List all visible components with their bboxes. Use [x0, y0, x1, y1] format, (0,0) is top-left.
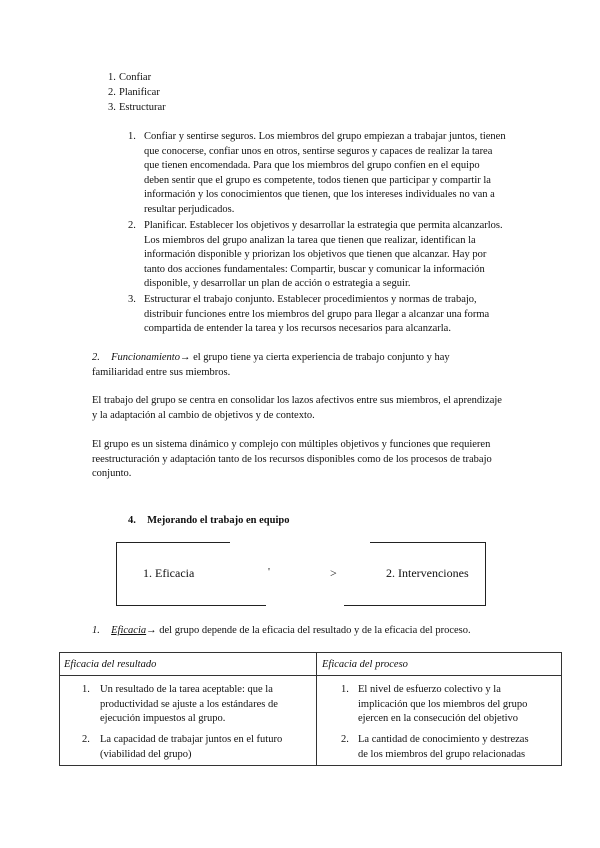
- text-line: Un resultado de la tarea aceptable: que la: [100, 684, 273, 695]
- text-line: información disponible y priorizan los objetivos que tienen que alcanzar. Hay por: [144, 249, 487, 260]
- section-number: 1.: [92, 625, 100, 636]
- text-line: deben sentir que el grupo es competente, todos tienen que participar y compartir la: [144, 174, 491, 186]
- text-line: disponible, y desarrollar un plan de acción o estrategia a seguir.: [144, 278, 411, 289]
- text-line: Confiar y sentirse seguros. Los miembros del grupo empiezan a trabajar juntos, tienen: [144, 131, 506, 142]
- text-line: implicación que los miembros del grupo: [358, 698, 528, 710]
- text-line: información y los conocimientos que tienen, que los intereses individuales no van a: [144, 189, 495, 200]
- funcionamiento-paragraph: [92, 351, 562, 380]
- text-line: compartida de entender la tarea y los recursos necesarios para alcanzarla.: [144, 323, 451, 334]
- text-line: La capacidad de trabajar juntos en el futuro: [100, 734, 283, 745]
- heading-number: 4.: [128, 515, 136, 526]
- box-intervenciones-label: 2. Intervenciones: [386, 566, 469, 580]
- list-item: Confiar: [119, 72, 152, 83]
- paragraph-consolidar: [92, 394, 572, 423]
- text-line: que tienen encomendada. Para que los miembros del grupo confíen en el equipo: [144, 160, 480, 171]
- table-header-proceso: Eficacia del proceso: [322, 659, 408, 670]
- list-number: 1.: [128, 131, 136, 142]
- heading-text: Mejorando el trabajo en equipo: [147, 515, 290, 526]
- text-line: → el grupo tiene ya cierta experiencia de trabajo conjunto y hay: [179, 352, 450, 363]
- text-line: La cantidad de conocimiento y destrezas: [358, 734, 529, 745]
- list-number: 2.: [128, 220, 136, 231]
- arrow-icon: >: [330, 566, 337, 580]
- text-line: familiaridad entre sus miembros.: [92, 366, 231, 378]
- text-line: El grupo es un sistema dinámico y complejo con múltiples objetivos y funciones que requieren: [92, 439, 491, 450]
- text-line: distribuir funciones entre los miembros del grupo para llegar a alcanzar una forma: [144, 308, 490, 320]
- text-line: → del grupo depende de la eficacia del resultado y de la eficacia del proceso.: [146, 625, 471, 636]
- text-line: conjunto.: [92, 468, 132, 479]
- text-line: tanto dos acciones fundamentales: Compartir, buscar y comunicar la información: [144, 263, 485, 275]
- list-number: 3.: [128, 294, 136, 305]
- text-line: El nivel de esfuerzo colectivo y la: [358, 684, 501, 695]
- list-item-estructurar: [144, 293, 554, 337]
- text-line: El trabajo del grupo se centra en consolidar los lazos afectivos entre sus miembros, el aprendizaje: [92, 395, 502, 406]
- text-line: y la adaptación al cambio de objetivos y de contexto.: [92, 409, 315, 421]
- table-cell-item: [100, 733, 312, 762]
- text-line: Los miembros del grupo analizan la tarea que tienen que realizar, identifican la: [144, 234, 476, 246]
- table-cell-item: [358, 683, 558, 727]
- text-line: resultar perjudicados.: [144, 203, 235, 215]
- text-line: reestructuración y adaptación tanto de los recursos disponibles como de los procesos de trabajo: [92, 453, 492, 465]
- text-line: productividad se ajuste a los estándares de: [100, 698, 278, 710]
- box-eficacia-label: 1. Eficacia: [143, 566, 195, 580]
- text-line: (viabilidad del grupo): [100, 748, 192, 760]
- term-funcionamiento: Funcionamiento: [111, 352, 180, 363]
- list-item-planificar: [144, 219, 554, 292]
- section-number: 2.: [92, 352, 100, 363]
- text-line: ejercen en la consecución del objetivo: [358, 713, 519, 724]
- table-cell-item: [358, 733, 558, 762]
- text-line: de los miembros del grupo relacionadas: [358, 748, 526, 760]
- list-number: 1.: [108, 72, 116, 83]
- text-line: ejecución impuestos al grupo.: [100, 713, 226, 724]
- text-line: Planificar. Establecer los objetivos y desarrollar la estrategia que permita alcanzarlos.: [144, 220, 503, 231]
- paragraph-sistema: [92, 438, 572, 482]
- mid-mark: ': [268, 566, 270, 578]
- list-item-confiar: [144, 130, 554, 217]
- list-number: 2.: [108, 87, 116, 98]
- eficacia-table: [59, 652, 562, 766]
- section-heading: [128, 514, 289, 529]
- list-number: 1.: [341, 684, 349, 695]
- list-number: 2.: [341, 734, 349, 745]
- list-number: 1.: [82, 684, 90, 695]
- term-eficacia: Eficacia: [111, 625, 147, 636]
- list-item: Estructurar: [119, 102, 166, 113]
- text-line: Estructurar el trabajo conjunto. Establecer procedimientos y normas de trabajo,: [144, 294, 477, 305]
- table-header-resultado: Eficacia del resultado: [64, 659, 157, 670]
- list-number: 3.: [108, 102, 116, 113]
- list-number: 2.: [82, 734, 90, 745]
- table-cell-item: [100, 683, 312, 727]
- eficacia-line: [92, 624, 562, 639]
- text-line: que conocerse, confiar unos en otros, sentirse seguros y capaces de realizar la tarea: [144, 145, 493, 157]
- list-item: Planificar: [119, 87, 160, 98]
